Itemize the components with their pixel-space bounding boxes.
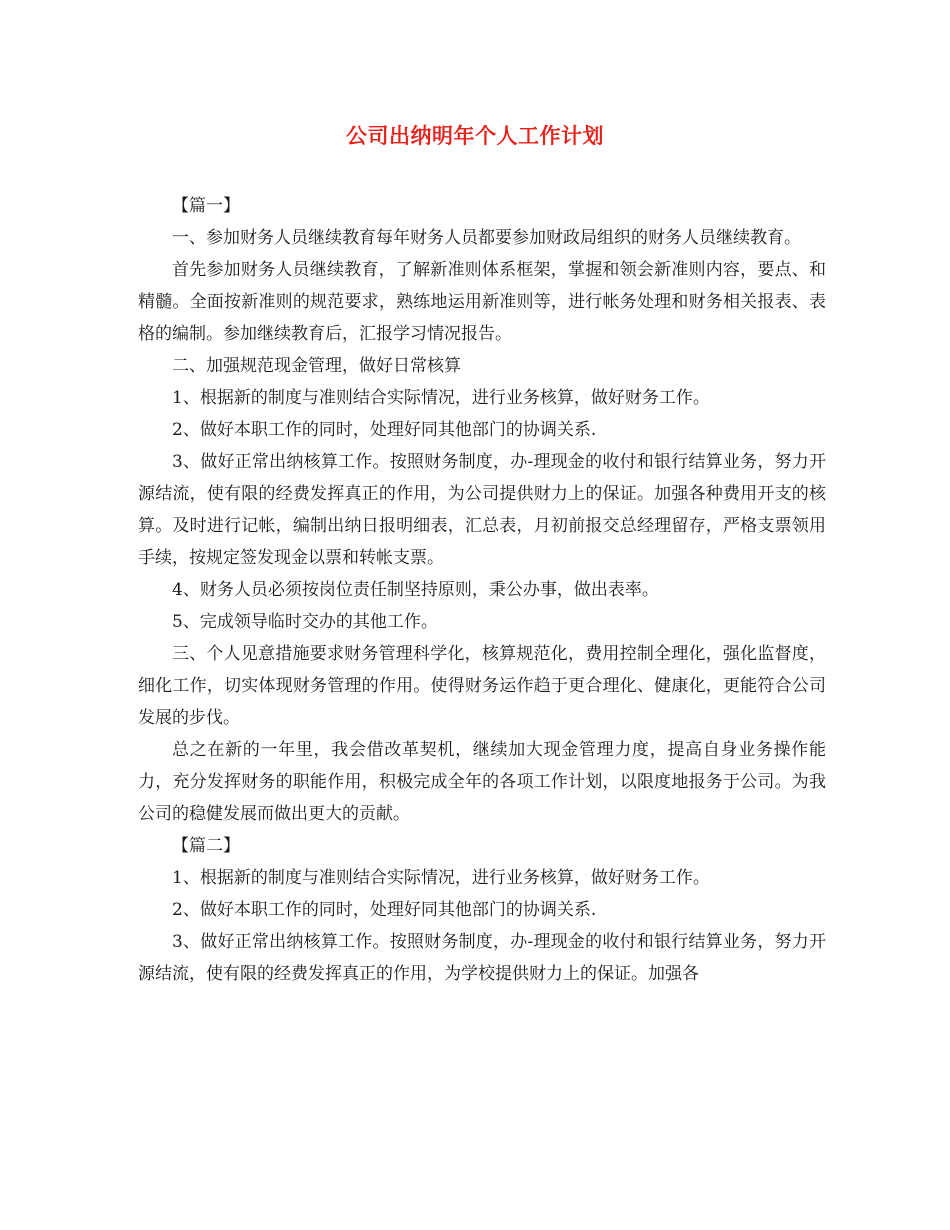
- paragraph: 2、做好本职工作的同时，处理好同其他部门的协调关系.: [172, 900, 597, 920]
- paragraph: 3、做好正常出纳核算工作。按照财务制度，办-理现金的收付和银行结算业务，努力开源结流，使有限的经费发挥真正的作用，为公司提供财力上的保证。加强各种费用开支的核算。及时进行记帐，编制出纳日报明细表，汇总表，月初前报交总经理留存，严格支票领用手续，按规定签发现金以票和转帐支票。: [138, 452, 826, 568]
- paragraph: 4、财务人员必须按岗位责任制坚持原则，秉公办事，做出表率。: [172, 580, 659, 600]
- document-body: [138, 190, 826, 990]
- paragraph: 二、加强规范现金管理，做好日常核算: [172, 356, 461, 376]
- paragraph: 3、做好正常出纳核算工作。按照财务制度，办-理现金的收付和银行结算业务，努力开源结流，使有限的经费发挥真正的作用，为学校提供财力上的保证。加强各: [138, 932, 826, 984]
- section-heading-1: 【篇一】: [172, 196, 240, 216]
- paragraph: 一、参加财务人员继续教育每年财务人员都要参加财政局组织的财务人员继续教育。: [172, 228, 801, 248]
- paragraph: 1、根据新的制度与准则结合实际情况，进行业务核算，做好财务工作。: [172, 388, 710, 408]
- paragraph: 总之在新的一年里，我会借改革契机，继续加大现金管理力度，提高自身业务操作能力，充分发挥财务的职能作用，积极完成全年的各项工作计划，以限度地报务于公司。为我公司的稳健发展而做出更大的贡献。: [138, 740, 826, 824]
- section-heading-2: 【篇二】: [172, 836, 240, 856]
- paragraph: 5、完成领导临时交办的其他工作。: [172, 612, 438, 632]
- paragraph: 三、个人见意措施要求财务管理科学化，核算规范化，费用控制全理化，强化监督度，细化工作，切实体现财务管理的作用。使得财务运作趋于更合理化、健康化，更能符合公司发展的步伐。: [138, 644, 826, 728]
- paragraph: 2、做好本职工作的同时，处理好同其他部门的协调关系.: [172, 420, 597, 440]
- document-title: 公司出纳明年个人工作计划: [346, 124, 604, 148]
- paragraph: 1、根据新的制度与准则结合实际情况，进行业务核算，做好财务工作。: [172, 868, 710, 888]
- paragraph: 首先参加财务人员继续教育，了解新准则体系框架，掌握和领会新准则内容，要点、和精髓。全面按新准则的规范要求，熟练地运用新准则等，进行帐务处理和财务相关报表、表格的编制。参加继续教育后，汇报学习情况报告。: [138, 260, 826, 344]
